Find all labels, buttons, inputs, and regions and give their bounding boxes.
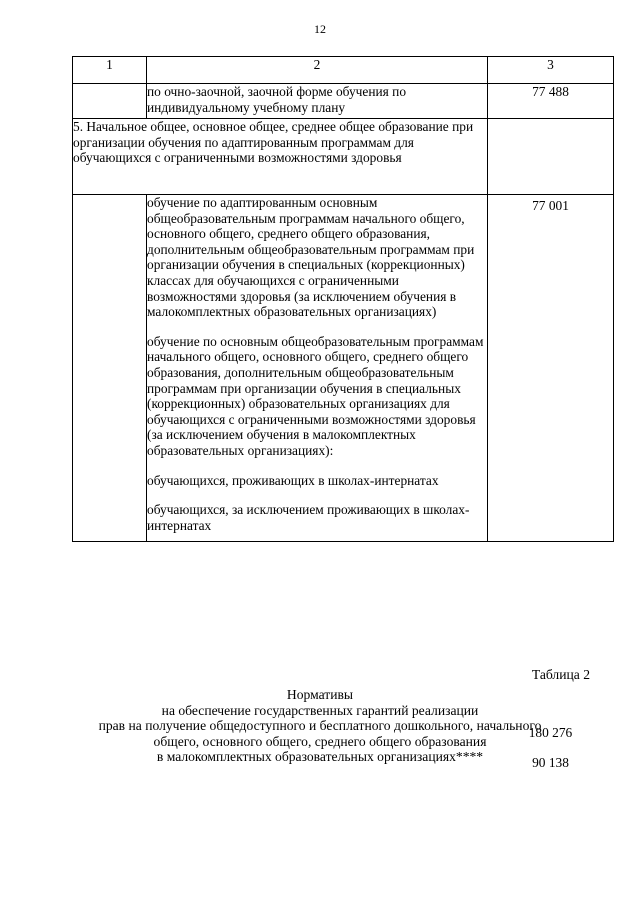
- table-row: [73, 84, 614, 119]
- row-description: по очно-заочной, заочной форме обучения по индивидуальному учебному плану: [147, 84, 488, 119]
- row-description: обучающихся, проживающих в школах-интернатах: [147, 472, 439, 488]
- table-row: [73, 195, 614, 542]
- title-line: прав на получение общедоступного и бесплатного дошкольного, начального: [98, 718, 542, 734]
- table-header-row: [73, 57, 614, 84]
- row-value: 77 001: [532, 198, 569, 213]
- page-number: 12: [314, 22, 326, 36]
- column-header-3: 3: [488, 57, 614, 84]
- table-2-title: [0, 687, 640, 765]
- row-description: обучающихся, за исключением проживающих в школах-интернатах: [147, 502, 470, 533]
- section-heading: 5. Начальное общее, основное общее, среднее общее образование при организации обучения по адаптированным программам для обучающихся с ограниченными возможностями здоровья: [73, 119, 488, 195]
- row-description: обучение по основным общеобразовательным программам начального общего, основного общего, среднего общего образования, дополнительным общеобразовательным программам при организации обучения в специальных (коррекционных) образовательных организациях для обучающихся с ограниченными возможностями здоровья (за исключением обучения в малокомплектных образовательных организациях):: [147, 333, 484, 458]
- empty-cell: [73, 195, 147, 542]
- row-description: обучение по адаптированным основным общеобразовательным программам начального общего, основного общего, среднего общего образования, дополнительным общеобразовательным программам при организации обучения в специальных (коррекционных) классах для обучающихся с ограниченными возможностями здоровья (за исключением обучения в малокомплектных образовательных организациях): [147, 195, 475, 320]
- row-description-group: [147, 195, 488, 542]
- title-line: общего, основного общего, среднего общего образования: [153, 733, 487, 749]
- row-value: 77 488: [488, 84, 614, 119]
- row-value: 90 138: [532, 755, 569, 770]
- title-line: Нормативы: [286, 687, 354, 702]
- table-2-label: Таблица 2: [531, 667, 590, 682]
- section-row: [73, 119, 614, 195]
- title-line: на обеспечение государственных гарантий реализации: [161, 702, 479, 718]
- empty-cell: [488, 119, 614, 195]
- column-header-2: 2: [147, 57, 488, 84]
- title-line: в малокомплектных образовательных организациях****: [156, 749, 484, 765]
- empty-cell: [73, 84, 147, 119]
- column-header-1: 1: [73, 57, 147, 84]
- row-value: 180 276: [528, 725, 573, 740]
